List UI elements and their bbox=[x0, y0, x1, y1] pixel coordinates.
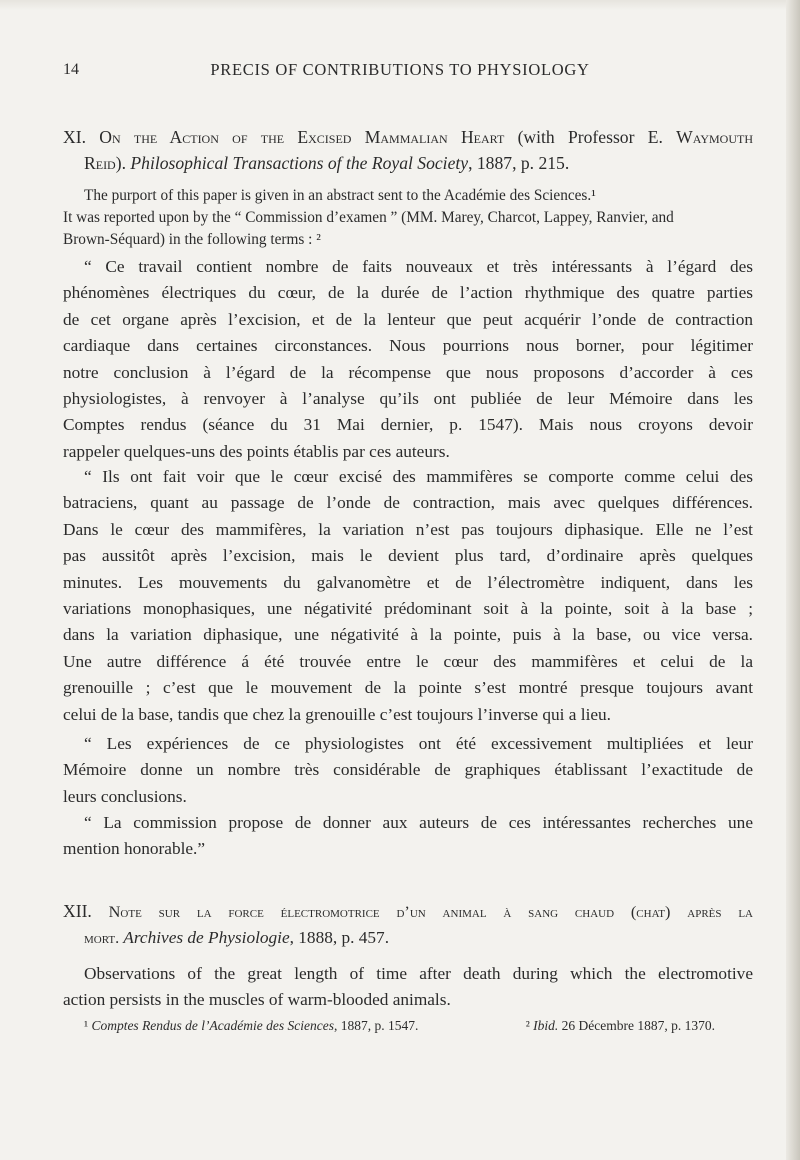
entry-xi-intro bbox=[63, 185, 753, 251]
quote-line: “ Ils ont fait voir que le cœur excisé des mammifères se comporte comme celui des bbox=[84, 467, 753, 486]
footnote-1 bbox=[63, 1018, 418, 1034]
quote-line: dans la variation diphasique, une négativité à la pointe, puis à la base, ou vice versa. bbox=[63, 625, 753, 645]
footnote-2-citation: 26 Décembre 1887, p. 1370. bbox=[558, 1018, 715, 1033]
body-line: action persists in the muscles of warm-blooded animals. bbox=[63, 990, 451, 1009]
quote-line: “ La commission propose de donner aux auteurs de ces intéressantes recherches une bbox=[84, 813, 753, 832]
intro-line: The purport of this paper is given in an abstract sent to the Académie des Sciences.¹ bbox=[84, 187, 596, 204]
quote-line: rappeler quelques-uns des points établis par ces auteurs. bbox=[63, 441, 450, 461]
footnote-1-citation: , 1887, p. 1547. bbox=[333, 1018, 419, 1033]
entry-xi-collaborator-prefix: (with Professor E. bbox=[517, 127, 663, 147]
quote-line: Dans le cœur des mammifères, la variation n’est pas toujours diphasique. Elle ne l’est bbox=[63, 519, 753, 539]
entry-xi-citation: , 1887, p. 215. bbox=[468, 153, 570, 173]
footnote-2 bbox=[526, 1018, 715, 1034]
quote-line: variations monophasiques, une négativité prédominant soit à la pointe, soit à la base ; bbox=[63, 599, 753, 619]
quote-line: Mémoire donne un nombre très considérable de graphiques établissant l’exactitude de bbox=[63, 760, 753, 780]
footnotes bbox=[63, 1018, 753, 1034]
quote-line: “ Ce travail contient nombre de faits nouveaux et très intéressants à l’égard des bbox=[84, 257, 753, 276]
quote-line: notre conclusion à l’égard de la récompense que nous proposons d’accorder à ces bbox=[63, 362, 753, 382]
running-title: PRECIS OF CONTRIBUTIONS TO PHYSIOLOGY bbox=[210, 60, 590, 79]
quote-line: mention honorable.” bbox=[63, 839, 206, 859]
entry-xii-title-line-2 bbox=[63, 925, 753, 951]
entry-xi-collaborator-suffix: ). bbox=[115, 153, 126, 173]
intro-line: It was reported upon by the “ Commission d’examen ” (MM. Marey, Charcot, Lappey, Ranvier, and bbox=[63, 209, 674, 226]
page-number: 14 bbox=[63, 61, 79, 78]
entry-xi-title-text: On the Action of the Excised Mammalian Heart bbox=[99, 127, 505, 147]
entry-xi-collaborator-surname: Waymouth bbox=[676, 127, 753, 147]
quote-line: Comptes rendus (séance du 31 Mai dernier, p. 1547). Mais nous croyons devoir bbox=[63, 415, 753, 435]
entry-xi-numeral: XI. bbox=[63, 127, 86, 147]
page-top-shadow bbox=[0, 0, 800, 10]
quote-line: Une autre différence á été trouvée entre le cœur des mammifères et celui de la bbox=[63, 651, 753, 671]
entry-xi-title-line-1 bbox=[63, 124, 753, 150]
quote-line: leurs conclusions. bbox=[63, 786, 187, 806]
quote-line: “ Les expériences de ce physiologistes ont été excessivement multipliées et leur bbox=[84, 734, 753, 753]
entry-xii-journal: Archives de Physiologie bbox=[123, 928, 290, 947]
quote-line: pas aussitôt après l’excision, mais le devient plus tard, d’ordinaire après quelques bbox=[63, 546, 753, 566]
entry-xii-title bbox=[63, 898, 753, 951]
footnote-2-title: Ibid. bbox=[533, 1018, 559, 1033]
quote-line: celui de la base, tandis que chez la grenouille c’est toujours l’inverse qui a lieu. bbox=[63, 704, 612, 724]
quote-paragraph-3 bbox=[63, 731, 753, 810]
footnote-1-title: Comptes Rendus de l’Académie des Sciences bbox=[91, 1018, 334, 1033]
quote-line: phénomènes électriques du cœur, de la durée de l’action rhythmique des quatre parties bbox=[63, 283, 753, 303]
entry-xi-collaborator-surname-cont: Reid bbox=[84, 153, 116, 173]
footnote-2-mark: ² bbox=[525, 1018, 530, 1033]
quote-line: grenouille ; c’est que le mouvement de la pointe s’est montré presque toujours avant bbox=[63, 678, 753, 698]
entry-xi-journal: Philosophical Transactions of the Royal Society bbox=[130, 153, 469, 173]
entry-xii-numeral: XII. bbox=[63, 901, 92, 921]
body-line: Observations of the great length of time after death during which the electromotive bbox=[84, 964, 753, 983]
quote-line: cardiaque dans certaines circonstances. Nous pourrions nous borner, pour légitimer bbox=[63, 336, 753, 356]
entry-xi-title bbox=[63, 124, 753, 176]
quote-paragraph-2 bbox=[63, 464, 753, 728]
quote-line: physiologistes, à renvoyer à l’analyse qu’ils ont publiée de leur Mémoire dans les bbox=[63, 389, 753, 409]
quote-paragraph-4 bbox=[63, 810, 753, 863]
quote-paragraph-1 bbox=[63, 254, 753, 465]
quote-line: minutes. Les mouvements du galvanomètre et de l’électromètre indiquent, dans les bbox=[63, 572, 753, 592]
entry-xii-title-text: Note sur la force électromotrice d’un animal à sang chaud (chat) après la bbox=[108, 902, 754, 921]
entry-xii-body bbox=[63, 961, 753, 1013]
page-edge-shadow bbox=[786, 0, 800, 1160]
quote-line: batraciens, quant au passage de l’onde de contraction, mais avec quelques différences. bbox=[63, 493, 753, 513]
entry-xii-title-line-1 bbox=[63, 898, 753, 925]
footnote-1-mark: ¹ bbox=[84, 1018, 89, 1033]
entry-xii-citation: , 1888, p. 457. bbox=[289, 928, 390, 947]
entry-xi-title-line-2 bbox=[63, 150, 753, 176]
intro-line: Brown-Séquard) in the following terms : ² bbox=[63, 231, 321, 248]
quote-line: de cet organe après l’excision, et de la lenteur que peut acquérir l’onde de contraction bbox=[63, 309, 753, 329]
entry-xii-title-text-cont: mort. bbox=[84, 928, 120, 947]
